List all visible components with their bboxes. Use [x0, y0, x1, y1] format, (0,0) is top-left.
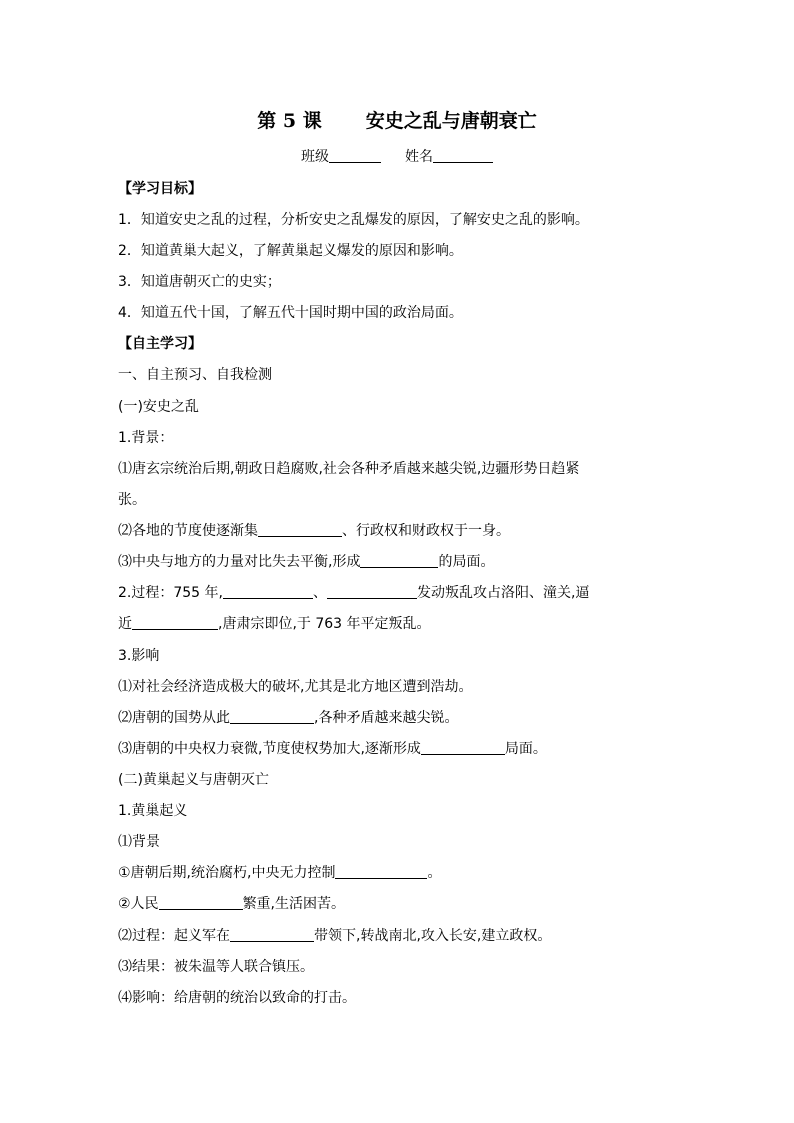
topic-huangchao: (二)黄巢起义与唐朝灭亡 [118, 772, 269, 788]
page-title [0, 106, 794, 133]
uprising-process: ⑵过程：起义军在 带领下,转战南北,攻入长安,建立政权。 [118, 928, 552, 944]
subsection-preview: 一、自主预习、自我检测 [118, 367, 272, 383]
fill-blank[interactable] [335, 864, 427, 879]
topic-anshi: (一)安史之乱 [118, 399, 199, 415]
background-3: ⑶中央与地方的力量对比失去平衡,形成 的局面。 [118, 554, 495, 570]
fill-blank[interactable] [230, 927, 314, 942]
background-1: ⑴唐玄宗统治后期,朝政日趋腐败,社会各种矛盾越来越尖锐,边疆形势日趋紧 [118, 461, 580, 477]
goal-3: 3．知道唐朝灭亡的史实； [118, 274, 281, 290]
fill-blank[interactable] [258, 522, 342, 537]
item-process: 2.过程：755 年, 、 发动叛乱攻占洛阳、潼关,逼 [118, 585, 590, 601]
name-label: 姓名 [405, 149, 433, 165]
uprising-impact: ⑷影响：给唐朝的统治以致命的打击。 [118, 990, 356, 1006]
background-2: ⑵各地的节度使逐渐集 、行政权和财政权于一身。 [118, 523, 510, 539]
fill-blank[interactable] [132, 615, 218, 630]
item-uprising: 1.黄巢起义 [118, 803, 188, 819]
impact-3: ⑶唐朝的中央权力衰微,节度使权势加大,逐渐形成 局面。 [118, 741, 547, 757]
class-label: 班级 [301, 149, 329, 165]
item-background: 1.背景： [118, 430, 174, 446]
student-info [0, 146, 794, 166]
section-heading-self-study: 【自主学习】 [118, 336, 202, 352]
name-blank[interactable] [433, 148, 493, 163]
impact-1: ⑴对社会经济造成极大的破坏,尤其是北方地区遭到浩劫。 [118, 679, 473, 695]
goal-1: 1．知道安史之乱的过程，分析安史之乱爆发的原因，了解安史之乱的影响。 [118, 212, 589, 228]
item-process-cont: 近 ,唐肃宗即位,于 763 年平定叛乱。 [118, 616, 431, 632]
fill-blank[interactable] [360, 553, 438, 568]
goal-4: 4．知道五代十国，了解五代十国时期中国的政治局面。 [118, 305, 463, 321]
uprising-bg-2: ②人民 繁重,生活困苦。 [118, 896, 346, 912]
section-heading-goals: 【学习目标】 [118, 181, 202, 197]
fill-blank[interactable] [230, 709, 314, 724]
class-blank[interactable] [329, 148, 381, 163]
fill-blank[interactable] [327, 584, 417, 599]
fill-blank[interactable] [159, 895, 243, 910]
background-1-cont: 张。 [118, 492, 146, 508]
item-impact: 3.影响 [118, 648, 160, 664]
uprising-background: ⑴背景 [118, 834, 160, 850]
goal-2: 2．知道黄巢大起义，了解黄巢起义爆发的原因和影响。 [118, 243, 463, 259]
fill-blank[interactable] [421, 740, 505, 755]
uprising-result: ⑶结果：被朱温等人联合镇压。 [118, 959, 314, 975]
uprising-bg-1: ①唐朝后期,统治腐朽,中央无力控制 。 [118, 865, 442, 881]
fill-blank[interactable] [223, 584, 313, 599]
lesson-number: 第 5 课 [257, 110, 322, 132]
lesson-name: 安史之乱与唐朝衰亡 [365, 110, 537, 132]
impact-2: ⑵唐朝的国势从此 ,各种矛盾越来越尖锐。 [118, 710, 459, 726]
